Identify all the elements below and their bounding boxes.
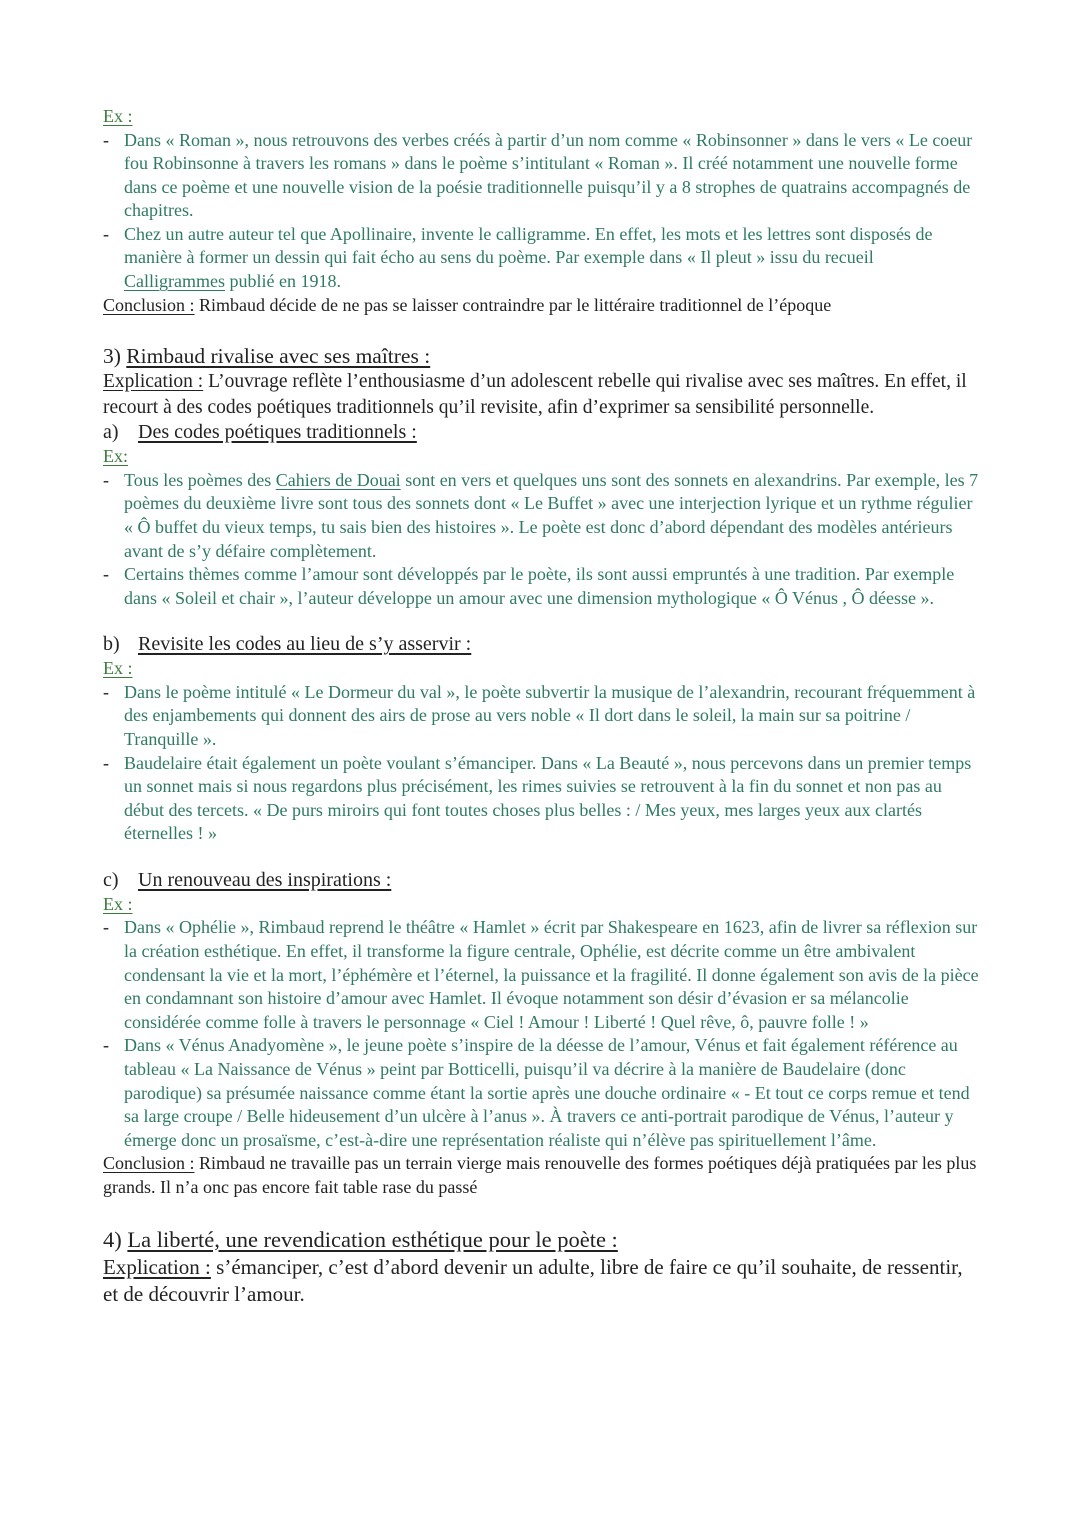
list-item-text: Baudelaire était également un poète voulant s’émanciper. Dans « La Beauté », nous percevons dans un premier temps un sonnet mais si nous regardons plus précisément, les rimes suivies se retrouvent à la fin du sonnet et non pas au début des tercets. « De purs miroirs qui font toutes choses plus belles : / Mes yeux, mes larges yeux aux clartés éternelles ! » xyxy=(124,752,972,844)
subsection-heading xyxy=(103,420,979,445)
subsection-letter: a) xyxy=(103,421,119,444)
subsection-letter: b) xyxy=(103,633,120,656)
list-item-text: Chez un autre auteur tel que Apollinaire, invente le calligramme. En effet, les mots et les lettres sont disposés de manière à former un dessin qui fait écho au sens du poème. Par exemple dans « Il pleut » issu du recueil xyxy=(124,223,933,268)
conclusion-label: Conclusion : xyxy=(103,1153,195,1174)
conclusion-text: Rimbaud décide de ne pas se laisser contraindre par le littéraire traditionnel de l’époque xyxy=(194,294,832,315)
list-item xyxy=(103,752,979,846)
list-item-text: sont en vers et quelques uns sont des sonnets en alexandrins. Par exemple, les 7 poèmes du deuxième livre sont tous des sonnets dont « Le Buffet » avec une interjection lyrique et un rythme régulier « Ô buffet du vieux temps, tu sais bien des histoires ». Le poète est donc d’abord dépendant des modèles antérieurs avant de s’y défaire complètement. xyxy=(124,469,979,561)
book-title: Cahiers de Douai xyxy=(275,469,401,490)
list-item-text: Tous les poèmes des xyxy=(124,469,276,490)
bullet-list xyxy=(103,916,979,1152)
section-heading xyxy=(103,1226,979,1254)
list-item-text: Certains thèmes comme l’amour sont développés par le poète, ils sont aussi empruntés à une tradition. Par exemple dans « Soleil et chair », l’auteur développe un amour avec une dimension mythologique « Ô Vénus , Ô déesse ». xyxy=(124,564,955,608)
explanation-label: Explication : xyxy=(103,1254,211,1279)
section-heading xyxy=(103,343,979,369)
document-content xyxy=(103,105,979,1308)
ex-label: Ex : xyxy=(103,893,133,914)
section-4 xyxy=(103,1226,979,1308)
list-item xyxy=(103,563,979,610)
subsection-b xyxy=(103,632,979,846)
section-number: 4) xyxy=(103,1226,128,1252)
conclusion xyxy=(103,1152,979,1199)
ex-label: Ex: xyxy=(103,446,128,467)
list-item xyxy=(103,469,979,563)
section-number: 3) xyxy=(103,344,127,369)
explanation-text: L’ouvrage reflète l’enthousiasme d’un adolescent rebelle qui rivalise avec ses maîtres. En effet, il recourt à des codes poétiques traditionnels qu’il revisite, afin d’exprimer sa sensibilité personnelle. xyxy=(103,371,967,418)
explanation-text: s’émanciper, c’est d’abord devenir un adulte, libre de faire ce qu’il souhaite, de ressentir, et de découvrir l’amour. xyxy=(103,1254,963,1306)
section-3 xyxy=(103,343,979,1199)
list-item-text: Dans « Vénus Anadyomène », le jeune poète s’inspire de la déesse de l’amour, Vénus et fait également référence au tableau « La Naissance de Vénus » peint par Botticelli, puisqu’il va décrire à la manière de Baudelaire (donc parodique) sa présumée naissance comme étant la sortie après une douche ordinaire « - Et tout ce corps remue et tend sa large croupe / Belle hideusement d’un ulcère à l’anus ». À travers ce anti-portrait parodique de Vénus, l’auteur y émerge donc un prosaïsme, c’est-à-dire une représentation réaliste qui n’élève pas spirituellement l’âme. xyxy=(124,1035,970,1150)
section-title: Rimbaud rivalise avec ses maîtres : xyxy=(126,344,431,369)
subsection-a xyxy=(103,420,979,610)
subsection-title: Revisite les codes au lieu de s’y asservir : xyxy=(138,633,472,656)
list-item-text: publié en 1918. xyxy=(224,271,341,292)
explanation xyxy=(103,1254,979,1308)
explanation-label: Explication : xyxy=(103,371,204,393)
ex-label: Ex : xyxy=(103,658,133,679)
list-item xyxy=(103,1034,979,1152)
section-2-end xyxy=(103,105,979,317)
list-item-text: Dans le poème intitulé « Le Dormeur du val », le poète subvertir la musique de l’alexandrin, recourant fréquemment à des enjambements qui donnent des airs de prose au vers noble « Il dort dans le soleil, la main sur sa poitrine / Tranquille ». xyxy=(124,681,976,749)
list-item xyxy=(103,129,979,223)
list-item-text: Dans « Roman », nous retrouvons des verbes créés à partir d’un nom comme « Robinsonner » dans le vers « Le coeur fou Robinsonne à travers les romans » dans le poème s’intitulant « Roman ». Il créé notamment une nouvelle forme dans ce poème et une nouvelle vision de la poésie traditionnelle puisqu’il y a 8 strophes de quatrains accompagnés de chapitres. xyxy=(124,129,973,221)
list-item xyxy=(103,223,979,294)
bullet-list xyxy=(103,469,979,611)
section-title: La liberté, une revendication esthétique pour le poète : xyxy=(127,1226,618,1252)
list-item-text: Dans « Ophélie », Rimbaud reprend le théâtre « Hamlet » écrit par Shakespeare en 1623, afin de livrer sa réflexion sur la création esthétique. En effet, il transforme la figure centrale, Ophélie, est décrite comme un être ambivalent condensant la vie et la mort, l’éphémère et l’éternel, la puissance et la fragilité. Il donne également son avis de la pièce en condamnant son histoire d’amour avec Hamlet. Il évoque notamment son désir d’évasion er sa mélancolie considérée comme folle à travers le personnage « Ciel ! Amour ! Liberté ! Quel rêve, ô, pauvre folle ! » xyxy=(124,917,979,1032)
conclusion-text: Rimbaud ne travaille pas un terrain vierge mais renouvelle des formes poétiques déjà pratiquées par les plus grands. Il n’a onc pas encore fait table rase du passé xyxy=(103,1153,977,1197)
bullet-list xyxy=(103,129,979,294)
list-item xyxy=(103,916,979,1034)
ex-label: Ex : xyxy=(103,106,133,126)
conclusion xyxy=(103,294,979,318)
subsection-title: Des codes poétiques traditionnels : xyxy=(138,421,417,444)
subsection-letter: c) xyxy=(103,868,119,891)
subsection-heading xyxy=(103,632,979,657)
explanation xyxy=(103,369,979,420)
list-item xyxy=(103,681,979,752)
book-title: Calligrammes xyxy=(124,271,225,292)
subsection-title: Un renouveau des inspirations : xyxy=(138,868,392,891)
bullet-list xyxy=(103,681,979,846)
subsection-c xyxy=(103,868,979,1152)
conclusion-label: Conclusion : xyxy=(103,294,195,315)
subsection-heading xyxy=(103,868,979,893)
